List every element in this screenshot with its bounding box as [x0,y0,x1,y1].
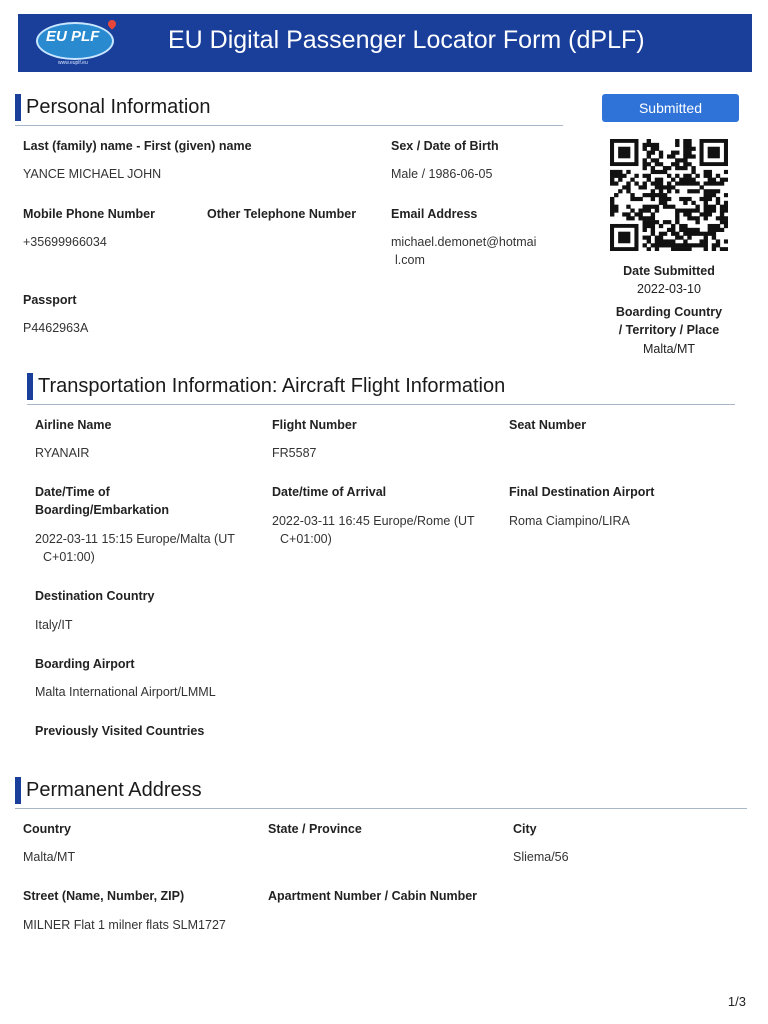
boarding-country-label: Boarding Country [615,305,723,319]
boarding-datetime-value: 2022-03-11 15:15 Europe/Malta (UT [35,532,235,546]
street-label: Street (Name, Number, ZIP) [23,889,185,903]
flight-value: FR5587 [272,446,317,460]
email-value-line-2: l.com [395,253,425,267]
qr-code [610,139,728,251]
airline-value: RYANAIR [35,446,90,460]
date-submitted-value: 2022-03-10 [637,282,701,296]
boarding-country-value: Malta/MT [642,342,696,356]
visited-countries-label: Previously Visited Countries [35,724,205,738]
city-value: Sliema/56 [513,850,569,864]
flight-label: Flight Number [272,418,357,432]
passport-value: P4462963A [23,321,89,335]
sex-dob-value: Male / 1986-06-05 [391,167,493,181]
arrival-value: 2022-03-11 16:45 Europe/Rome (UT [272,514,475,528]
final-destination-value: Roma Ciampino/LIRA [509,514,630,528]
submitted-status-button[interactable]: Submitted [602,94,739,122]
mobile-label: Mobile Phone Number [23,207,155,221]
boarding-datetime-value-2: C+01:00) [43,550,95,564]
apartment-label: Apartment Number / Cabin Number [268,889,478,903]
section-marker [15,777,21,804]
arrival-value-2: C+01:00) [280,532,332,546]
seat-label: Seat Number [509,418,587,432]
eu-plf-logo: EU PLF www.euplf.eu [32,18,120,68]
destination-country-label: Destination Country [35,589,155,603]
name-label: Last (family) name - First (given) name [23,139,252,153]
airline-label: Airline Name [35,418,112,432]
section-marker [27,373,33,400]
mobile-value: +35699966034 [23,235,107,249]
arrival-label: Date/time of Arrival [272,485,387,499]
boarding-country-label-2: / Territory / Place [618,323,720,337]
email-value-line-1: michael.demonet@hotmai [391,235,537,249]
section-marker [15,94,21,121]
destination-country-value: Italy/IT [35,618,73,632]
city-label: City [513,822,537,836]
section-title-transport: Transportation Information: Aircraft Flight Information [38,375,506,397]
state-label: State / Province [268,822,362,836]
final-destination-label: Final Destination Airport [509,485,655,499]
other-phone-label: Other Telephone Number [207,207,357,221]
date-submitted-label: Date Submitted [623,264,715,278]
street-value: MILNER Flat 1 milner flats SLM1727 [23,918,226,932]
email-label: Email Address [391,207,478,221]
sex-dob-label: Sex / Date of Birth [391,139,499,153]
boarding-airport-label: Boarding Airport [35,657,135,671]
country-value: Malta/MT [23,850,76,864]
boarding-datetime-label-2: Boarding/Embarkation [35,503,170,517]
boarding-airport-value: Malta International Airport/LMML [35,685,216,699]
page-number: 1/3 [727,994,746,1009]
country-label: Country [23,822,71,836]
map-pin-icon [106,18,117,29]
section-title-address: Permanent Address [26,779,202,801]
section-divider [27,404,735,405]
passport-label: Passport [23,293,77,307]
section-divider [15,808,747,809]
section-title-personal: Personal Information [26,96,211,118]
section-divider [15,125,563,126]
boarding-datetime-label: Date/Time of [35,485,110,499]
name-value: YANCE MICHAEL JOHN [23,167,162,181]
page-title: EU Digital Passenger Locator Form (dPLF) [168,26,645,54]
